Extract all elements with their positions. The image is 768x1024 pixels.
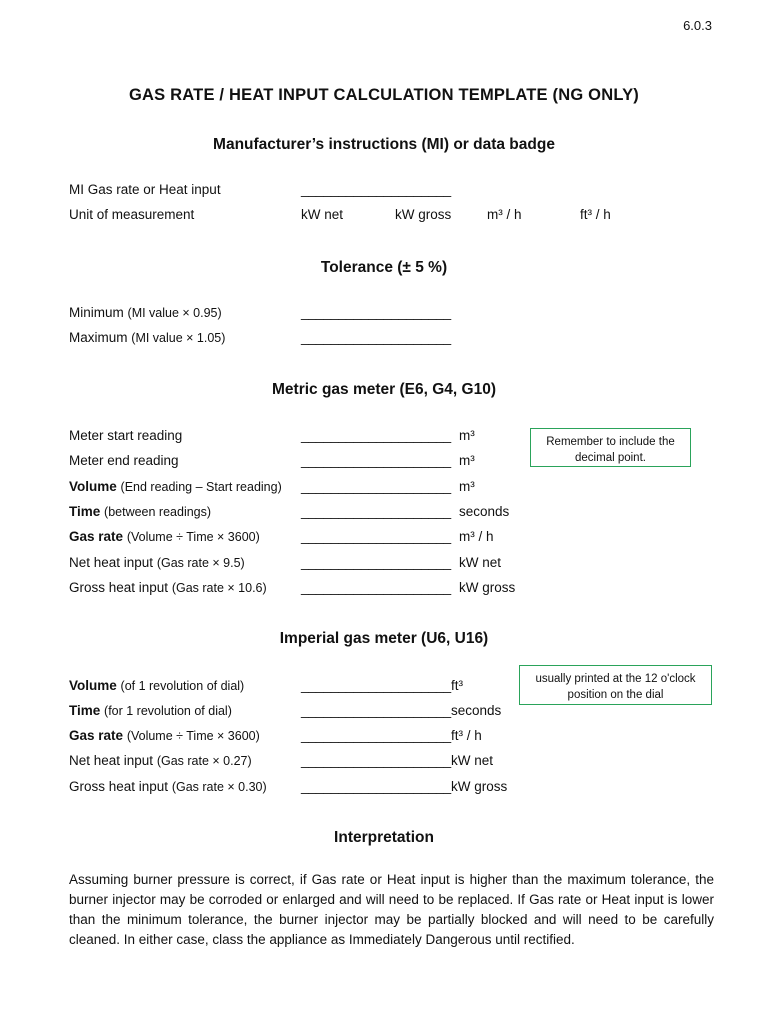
- tolerance-min-field[interactable]: ____________________: [301, 305, 452, 320]
- mi-gas-rate-field[interactable]: ____________________: [301, 182, 452, 197]
- metric-time-row: [69, 503, 211, 521]
- metric-rate-row: [69, 528, 260, 546]
- unit-option-m3h[interactable]: m³ / h: [487, 207, 522, 222]
- tolerance-min-row: [69, 304, 222, 322]
- tolerance-min-formula: (MI value × 0.95): [127, 306, 222, 320]
- imperial-net-unit: kW net: [451, 753, 494, 768]
- imperial-note: usually printed at the 12 o'clock position on the dial: [519, 665, 712, 705]
- imperial-time-formula: (for 1 revolution of dial): [104, 704, 232, 718]
- metric-gross-formula: (Gas rate × 10.6): [171, 581, 267, 595]
- metric-time-formula: (between readings): [104, 505, 212, 519]
- imperial-heading: Imperial gas meter (U6, U16): [279, 630, 489, 647]
- page-title: GAS RATE / HEAT INPUT CALCULATION TEMPLATE (NG ONLY): [129, 86, 639, 104]
- unit-option-kw-gross[interactable]: kW gross: [395, 207, 452, 222]
- imperial-time-field[interactable]: ____________________: [301, 703, 452, 718]
- unit-option-ft3h[interactable]: ft³ / h: [580, 207, 611, 222]
- imperial-time-label: Time: [69, 703, 101, 718]
- tolerance-heading: Tolerance (± 5 %): [320, 259, 448, 276]
- tolerance-max-row: [69, 329, 225, 347]
- metric-start-field[interactable]: ____________________: [301, 428, 452, 443]
- metric-volume-label: Volume: [69, 479, 117, 494]
- tolerance-max-field[interactable]: ____________________: [301, 330, 452, 345]
- metric-net-field[interactable]: ____________________: [301, 555, 452, 570]
- mi-unit-label: Unit of measurement: [69, 207, 195, 222]
- imperial-volume-row: [69, 677, 244, 695]
- metric-net-row: [69, 554, 245, 572]
- metric-net-unit: kW net: [459, 555, 502, 570]
- imperial-volume-unit: ft³: [451, 678, 463, 693]
- metric-gross-unit: kW gross: [459, 580, 516, 595]
- metric-volume-field[interactable]: ____________________: [301, 479, 452, 494]
- metric-rate-field[interactable]: ____________________: [301, 529, 452, 544]
- metric-volume-row: [69, 478, 282, 496]
- imperial-rate-unit: ft³ / h: [451, 728, 482, 743]
- imperial-gross-unit: kW gross: [451, 779, 508, 794]
- imperial-time-row: [69, 702, 232, 720]
- metric-end-label: Meter end reading: [69, 453, 179, 468]
- imperial-net-formula: (Gas rate × 0.27): [156, 754, 252, 768]
- metric-start-unit: m³: [459, 428, 475, 443]
- imperial-time-unit: seconds: [451, 703, 502, 718]
- metric-time-label: Time: [69, 504, 101, 519]
- metric-end-unit: m³: [459, 453, 475, 468]
- imperial-volume-field[interactable]: ____________________: [301, 678, 452, 693]
- metric-time-field[interactable]: ____________________: [301, 504, 452, 519]
- metric-rate-formula: (Volume ÷ Time × 3600): [126, 530, 260, 544]
- imperial-volume-label: Volume: [69, 678, 117, 693]
- metric-heading: Metric gas meter (E6, G4, G10): [272, 381, 496, 398]
- tolerance-min-label: Minimum: [69, 305, 124, 320]
- metric-volume-formula: (End reading – Start reading): [120, 480, 282, 494]
- version-number: 6.0.3: [683, 18, 712, 33]
- imperial-net-row: [69, 752, 252, 770]
- tolerance-max-label: Maximum: [69, 330, 128, 345]
- imperial-gross-label: Gross heat input: [69, 779, 169, 794]
- imperial-gross-formula: (Gas rate × 0.30): [171, 780, 267, 794]
- metric-end-field[interactable]: ____________________: [301, 453, 452, 468]
- metric-note: Remember to include the decimal point.: [530, 428, 691, 467]
- metric-volume-unit: m³: [459, 479, 475, 494]
- imperial-rate-field[interactable]: ____________________: [301, 728, 452, 743]
- interpretation-heading: Interpretation: [334, 829, 434, 846]
- metric-time-unit: seconds: [459, 504, 510, 519]
- imperial-volume-formula: (of 1 revolution of dial): [120, 679, 245, 693]
- imperial-net-label: Net heat input: [69, 753, 154, 768]
- metric-gross-label: Gross heat input: [69, 580, 169, 595]
- imperial-net-field[interactable]: ____________________: [301, 753, 452, 768]
- mi-heading: Manufacturer’s instructions (MI) or data badge: [213, 136, 555, 153]
- interpretation-text: Assuming burner pressure is correct, if Gas rate or Heat input is higher than the maximum tolerance, the burner injector may be corroded or enlarged and will need to be replaced. If Gas rate or Heat input is lower than the minimum tolerance, the burner injector may be partially blocked and will need to be carefully cleaned. In either case, class the appliance as Immediately Dangerous until rectified.: [69, 872, 714, 947]
- tolerance-max-formula: (MI value × 1.05): [131, 331, 226, 345]
- imperial-rate-label: Gas rate: [69, 728, 124, 743]
- imperial-gross-field[interactable]: ____________________: [301, 779, 452, 794]
- mi-gas-rate-label: MI Gas rate or Heat input: [69, 182, 221, 197]
- imperial-gross-row: [69, 778, 267, 796]
- imperial-rate-row: [69, 727, 260, 745]
- metric-net-label: Net heat input: [69, 555, 154, 570]
- unit-option-kw-net[interactable]: kW net: [301, 207, 344, 222]
- metric-gross-field[interactable]: ____________________: [301, 580, 452, 595]
- metric-rate-unit: m³ / h: [459, 529, 494, 544]
- metric-gross-row: [69, 579, 267, 597]
- metric-rate-label: Gas rate: [69, 529, 124, 544]
- imperial-rate-formula: (Volume ÷ Time × 3600): [126, 729, 260, 743]
- metric-start-label: Meter start reading: [69, 428, 183, 443]
- metric-net-formula: (Gas rate × 9.5): [156, 556, 245, 570]
